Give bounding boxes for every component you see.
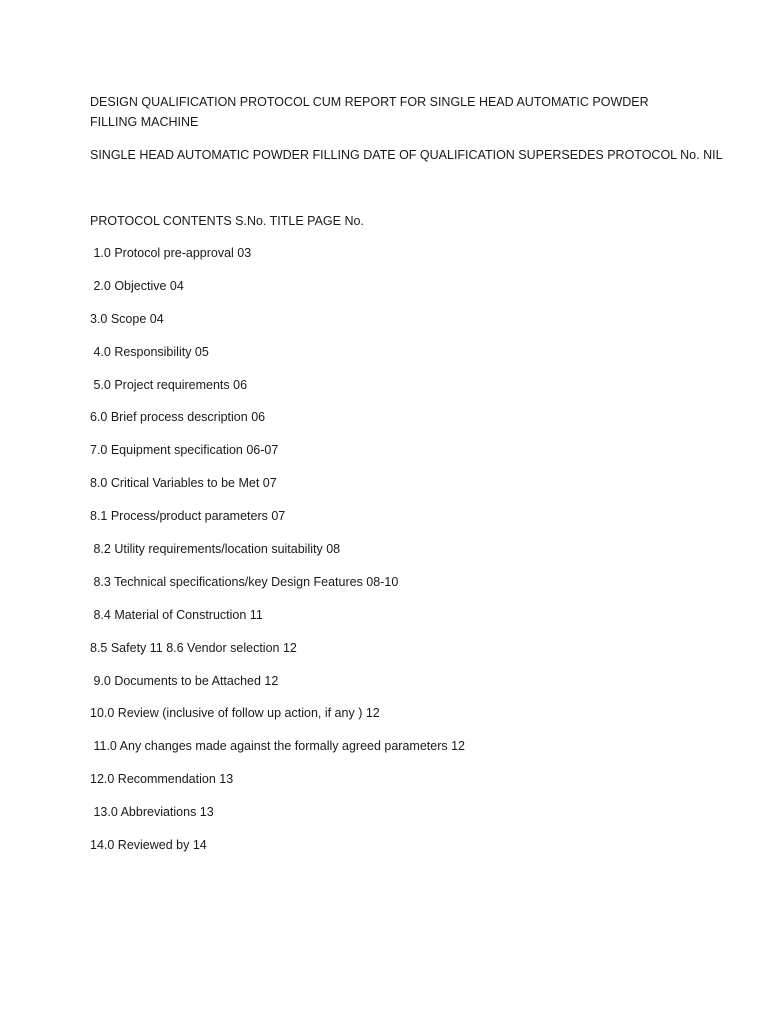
toc-item: 7.0 Equipment specification 06-07 <box>90 443 279 458</box>
toc-item: 4.0 Responsibility 05 <box>90 344 209 359</box>
document-subtitle: SINGLE HEAD AUTOMATIC POWDER FILLING DATE OF QUALIFICATION SUPERSEDES PROTOCOL No. NIL <box>90 148 723 162</box>
toc-item: 3.0 Scope 04 <box>90 311 164 326</box>
toc-item: 11.0 Any changes made against the formally agreed parameters 12 <box>90 739 465 754</box>
toc-item: 8.4 Material of Construction 11 <box>90 607 263 622</box>
toc-item: 8.3 Technical specifications/key Design Features 08-10 <box>90 574 399 589</box>
toc-item: 1.0 Protocol pre-approval 03 <box>90 246 252 260</box>
toc-item: 2.0 Objective 04 <box>90 278 184 293</box>
toc-item: 6.0 Brief process description 06 <box>90 410 266 425</box>
toc-item: 9.0 Documents to be Attached 12 <box>90 673 279 688</box>
toc-item: 13.0 Abbreviations 13 <box>90 805 214 820</box>
document-title: DESIGN QUALIFICATION PROTOCOL CUM REPORT FOR SINGLE HEAD AUTOMATIC POWDER FILLING MACHINE <box>90 95 649 129</box>
table-of-contents <box>90 243 465 868</box>
toc-item: 12.0 Recommendation 13 <box>90 772 234 787</box>
toc-item: 5.0 Project requirements 06 <box>90 377 248 392</box>
toc-item: 8.1 Process/product parameters 07 <box>90 509 286 524</box>
toc-item: 8.0 Critical Variables to be Met 07 <box>90 476 277 491</box>
contents-header: PROTOCOL CONTENTS S.No. TITLE PAGE No. <box>90 214 364 228</box>
toc-item: 10.0 Review (inclusive of follow up action, if any ) 12 <box>90 706 380 721</box>
toc-item: 8.2 Utility requirements/location suitability 08 <box>90 542 341 557</box>
toc-item: 14.0 Reviewed by 14 <box>90 838 207 853</box>
toc-item: 8.5 Safety 11 8.6 Vendor selection 12 <box>90 640 297 655</box>
